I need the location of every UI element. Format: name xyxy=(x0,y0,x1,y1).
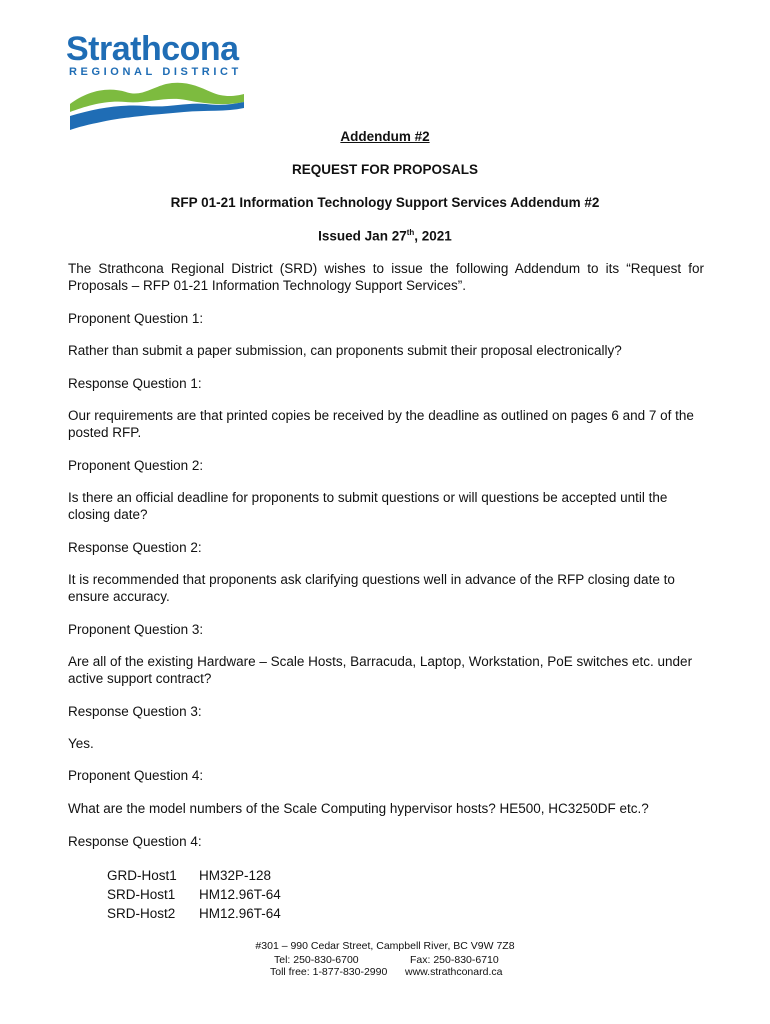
footer-tel: Tel: 250-830-6700 xyxy=(274,954,359,966)
strathcona-logo xyxy=(66,32,246,130)
response-1-text: Our requirements are that printed copies be received by the deadline as outlined on pages 6 and 7 of the posted RFP. xyxy=(68,408,694,440)
question-1-text: Rather than submit a paper submission, can proponents submit their proposal electronically? xyxy=(68,343,622,358)
question-1-label: Proponent Question 1: xyxy=(68,311,204,326)
rfp-heading: REQUEST FOR PROPOSALS xyxy=(291,162,479,177)
host-name: SRD-Host2 xyxy=(107,906,176,921)
logo-subtitle: REGIONAL DISTRICT xyxy=(69,66,242,78)
question-3-text: Are all of the existing Hardware – Scale Hosts, Barracuda, Laptop, Workstation, PoE switches etc. under active support contract? xyxy=(68,654,693,686)
response-2-label: Response Question 2: xyxy=(68,540,202,555)
host-model: HM12.96T-64 xyxy=(199,906,281,921)
footer-address: #301 – 990 Cedar Street, Campbell River, BC V9W 7Z8 xyxy=(255,940,515,952)
footer-website[interactable]: www.strathconard.ca xyxy=(405,966,503,978)
host-row xyxy=(107,887,407,905)
footer-tollfree: Toll free: 1-877-830-2990 xyxy=(270,966,388,978)
logo-blue-water xyxy=(70,102,244,130)
footer-fax: Fax: 250-830-6710 xyxy=(410,954,499,966)
host-row xyxy=(107,868,407,886)
issued-prefix: Issued Jan 27 xyxy=(318,228,407,244)
question-4-text: What are the model numbers of the Scale Computing hypervisor hosts? HE500, HC3250DF etc.? xyxy=(68,801,649,816)
response-4-label: Response Question 4: xyxy=(68,834,202,849)
question-2-text: Is there an official deadline for proponents to submit questions or will questions be accepted until the closing date? xyxy=(68,490,668,522)
response-2-text: It is recommended that proponents ask clarifying questions well in advance of the RFP closing date to ensure accuracy. xyxy=(68,572,675,604)
issued-date xyxy=(0,228,770,244)
question-3-label: Proponent Question 3: xyxy=(68,622,204,637)
issued-sup: th xyxy=(406,228,415,237)
logo-landscape-graphic xyxy=(66,78,246,130)
intro-paragraph: The Strathcona Regional District (SRD) wishes to issue the following Addendum to its “Request for Proposals – RFP 01-21 Information Technology Support Services”. xyxy=(68,261,704,293)
logo-name: Strathcona xyxy=(66,30,239,68)
question-2-label: Proponent Question 2: xyxy=(68,458,204,473)
response-1-label: Response Question 1: xyxy=(68,376,202,391)
question-4-label: Proponent Question 4: xyxy=(68,768,204,783)
host-model: HM12.96T-64 xyxy=(199,887,281,902)
addendum-heading: Addendum #2 xyxy=(340,129,430,144)
issued-suffix: , 2021 xyxy=(414,228,452,244)
response-3-text: Yes. xyxy=(68,736,94,751)
host-row xyxy=(107,906,407,924)
response-3-label: Response Question 3: xyxy=(68,704,202,719)
host-model: HM32P-128 xyxy=(199,868,272,883)
host-name: GRD-Host1 xyxy=(107,868,177,883)
rfp-title: RFP 01-21 Information Technology Support Services Addendum #2 xyxy=(170,195,600,210)
host-name: SRD-Host1 xyxy=(107,887,176,902)
